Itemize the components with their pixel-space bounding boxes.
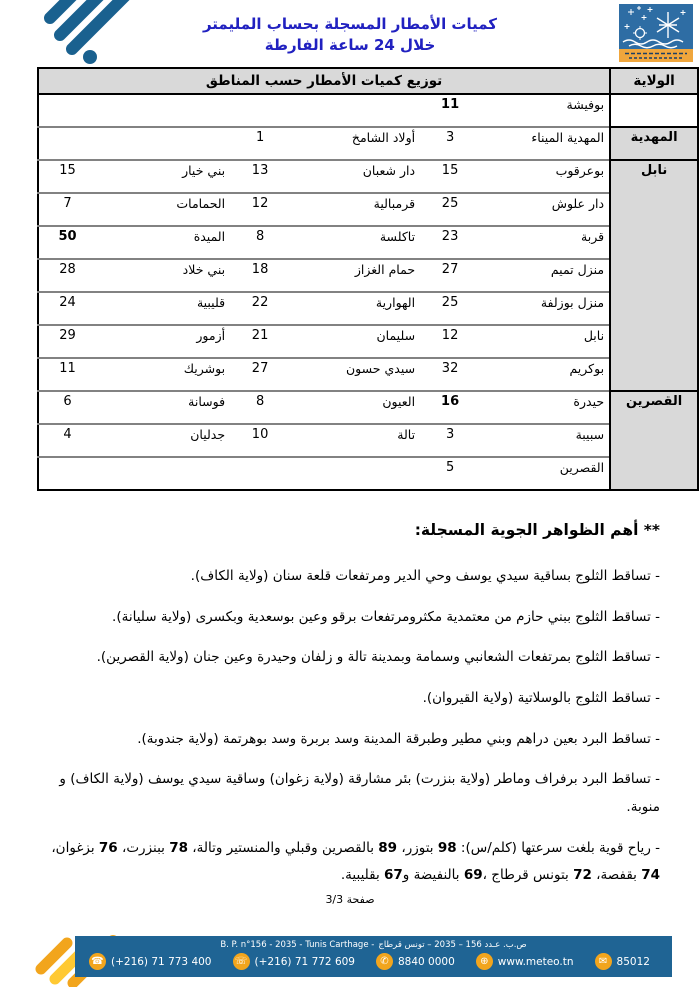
governorate-cell xyxy=(610,94,698,127)
region-name-cell: سيدي حسون xyxy=(290,358,420,391)
inm-logo xyxy=(619,4,693,62)
region-name-cell xyxy=(96,127,230,160)
wind-text-segment: - رياح قوية بلغت سرعتها (كلم/س): xyxy=(456,839,660,856)
footer-contact-item xyxy=(376,953,455,970)
region-name-cell: المهدية الميناء xyxy=(480,127,610,160)
region-name-cell: منزل تميم xyxy=(480,259,610,292)
region-name-cell: نابل xyxy=(480,325,610,358)
title-line2: خلال 24 ساعة الفارطة xyxy=(264,36,436,54)
region-name-cell: قرمبالية xyxy=(290,193,420,226)
phenomena-bullet: - تساقط الثلوج بالوسلاتية (ولاية القيروان). xyxy=(422,690,660,707)
region-name-cell: بوفيشة xyxy=(480,94,610,127)
rainfall-value-cell: 50 xyxy=(38,226,96,259)
region-name-cell: أولاد الشامخ xyxy=(290,127,420,160)
rainfall-value-cell: 13 xyxy=(230,160,290,193)
wind-text-segment: ببنزرت، xyxy=(117,839,170,856)
region-name-cell: منزل بوزلفة xyxy=(480,292,610,325)
rainfall-value-cell: 4 xyxy=(38,424,96,457)
footer-contact-item xyxy=(89,953,212,970)
footer-contact-text: (+216) 71 773 400 xyxy=(111,955,212,968)
rainfall-value-cell: 6 xyxy=(38,391,96,424)
fax-icon: ☏ xyxy=(233,953,250,970)
footer-contact-text: 85012 xyxy=(616,955,650,968)
rainfall-value-cell: 10 xyxy=(230,424,290,457)
wind-text-segment: بالنفيضة و xyxy=(402,867,464,884)
region-name-cell: الميدة xyxy=(96,226,230,259)
table-row xyxy=(38,358,698,391)
page-title xyxy=(150,14,550,56)
region-name-cell: بوكريم xyxy=(480,358,610,391)
region-name-cell: بوعرقوب xyxy=(480,160,610,193)
table-row xyxy=(38,193,698,226)
wind-text-segment: بزغوان، xyxy=(51,839,99,856)
region-name-cell: بني خيار xyxy=(96,160,230,193)
rainfall-value-cell xyxy=(38,94,96,127)
title-line1: كميات الأمطار المسجلة بحساب المليمتر xyxy=(202,15,498,33)
rainfall-value-cell: 12 xyxy=(420,325,480,358)
phenomena-section xyxy=(42,521,660,890)
region-name-cell: دار علوش xyxy=(480,193,610,226)
wind-speed-value: 72 xyxy=(573,867,592,884)
rainfall-value-cell: 7 xyxy=(38,193,96,226)
rainfall-value-cell: 1 xyxy=(230,127,290,160)
rainfall-value-cell xyxy=(38,127,96,160)
wind-speeds-line xyxy=(42,835,660,890)
table-row xyxy=(38,259,698,292)
region-name-cell: العيون xyxy=(290,391,420,424)
table-row xyxy=(38,457,698,490)
table-row xyxy=(38,160,698,193)
region-name-cell: جدليان xyxy=(96,424,230,457)
wind-speed-value: 69 xyxy=(463,867,483,884)
wind-speed-value: 76 xyxy=(98,839,118,856)
footer-contact-text: 8840 0000 xyxy=(398,955,455,968)
wind-text-segment: بقفصة، xyxy=(591,867,642,884)
rainfall-value-cell xyxy=(230,457,290,490)
wind-speed-value: 78 xyxy=(169,839,189,856)
wind-speed-value: 89 xyxy=(378,839,398,856)
rainfall-value-cell: 24 xyxy=(38,292,96,325)
rainfall-value-cell: 12 xyxy=(230,193,290,226)
wind-text-segment: بتونس قرطاج ، xyxy=(482,867,574,884)
rain-table-body xyxy=(38,94,698,490)
region-name-cell: الهوارية xyxy=(290,292,420,325)
wind-speed-value: 67 xyxy=(384,867,403,884)
phenomena-bullet: - تساقط الثلوج بساقية سيدي يوسف وحي الدير ومرتفعات قلعة سنان (ولاية الكاف). xyxy=(190,568,660,584)
phenomena-bullet: - تساقط الثلوج ببني حازم من معتمدية مكثرومرتفعات برقو وعين بوسعدية وبكسرى (ولاية سليانة). xyxy=(112,608,660,625)
region-name-cell xyxy=(96,457,230,490)
wind-text-segment: بالقصرين وقبلي والمنستير وتالة، xyxy=(188,839,379,856)
rainfall-value-cell: 22 xyxy=(230,292,290,325)
table-row xyxy=(38,391,698,424)
footer-address-arabic: ص.ب. عـدد 156 – 2035 – تونس قرطاج xyxy=(378,940,527,950)
footer-address xyxy=(75,936,672,950)
governorate-cell: نابل xyxy=(610,160,698,391)
callcenter-icon: ✆ xyxy=(376,953,393,970)
rainfall-value-cell: 11 xyxy=(38,358,96,391)
table-row xyxy=(38,94,698,127)
rainfall-value-cell: 25 xyxy=(420,193,480,226)
region-name-cell: تاكلسة xyxy=(290,226,420,259)
footer-contact-text: www.meteo.tn xyxy=(497,955,574,968)
region-name-cell: قليبية xyxy=(96,292,230,325)
table-row xyxy=(38,292,698,325)
footer-contact-item xyxy=(595,953,650,970)
region-name-cell: بوشريك xyxy=(96,358,230,391)
footer-contact-item xyxy=(233,953,356,970)
wind-text-segment: بقليبية. xyxy=(340,867,384,884)
rainfall-value-cell: 15 xyxy=(420,160,480,193)
table-row xyxy=(38,325,698,358)
region-name-cell: سبيبة xyxy=(480,424,610,457)
region-name-cell xyxy=(290,457,420,490)
table-header-row xyxy=(38,68,698,94)
region-name-cell: بني خلاد xyxy=(96,259,230,292)
footer-address-latin: B. P. n°156 - 2035 - Tunis Carthage - xyxy=(220,940,375,950)
rainfall-table xyxy=(37,67,699,491)
phenomena-bullet: - تساقط الثلوج بمرتفعات الشعانبي وسمامة وبمدينة تالة و زلفان وحيدرة وعين جنان (ولاية القصرين). xyxy=(96,649,660,666)
phenomena-bullet: - تساقط البرد بعين دراهم وبني مطير وطبرقة المدينة وسد بربرة وسد بوهرتمة (ولاية جندوبة). xyxy=(137,730,660,747)
rainfall-value-cell: 21 xyxy=(230,325,290,358)
rainfall-value-cell: 3 xyxy=(420,127,480,160)
wind-speed-value: 74 xyxy=(641,867,660,884)
footer-contact-item xyxy=(476,953,574,970)
rainfall-value-cell: 8 xyxy=(230,391,290,424)
wind-text-segment: بتوزر، xyxy=(397,839,438,856)
region-name-cell xyxy=(96,94,230,127)
regions-column-header: توزيع كميات الأمطار حسب المناطق xyxy=(38,68,610,94)
met-brand-icon xyxy=(28,0,136,68)
footer-bar xyxy=(75,936,672,977)
governorate-column-header: الولاية xyxy=(610,68,698,94)
region-name-cell: الحمامات xyxy=(96,193,230,226)
region-name-cell: فوسانة xyxy=(96,391,230,424)
rainfall-value-cell: 28 xyxy=(38,259,96,292)
region-name-cell: القصرين xyxy=(480,457,610,490)
footer-contact-text: (+216) 71 772 609 xyxy=(254,955,355,968)
footer-contacts xyxy=(75,950,672,970)
page-header xyxy=(0,0,700,67)
rainfall-value-cell: 15 xyxy=(38,160,96,193)
rainfall-value-cell: 8 xyxy=(230,226,290,259)
table-row xyxy=(38,424,698,457)
region-name-cell: دار شعبان xyxy=(290,160,420,193)
table-row xyxy=(38,127,698,160)
rainfall-value-cell: 3 xyxy=(420,424,480,457)
phone-icon: ☎ xyxy=(89,953,106,970)
region-name-cell: أزمور xyxy=(96,325,230,358)
region-name-cell: حيدرة xyxy=(480,391,610,424)
rainfall-value-cell: 29 xyxy=(38,325,96,358)
rainfall-value-cell: 23 xyxy=(420,226,480,259)
wind-speed-value: 98 xyxy=(437,839,457,856)
region-name-cell: حمام الغزاز xyxy=(290,259,420,292)
region-name-cell: سليمان xyxy=(290,325,420,358)
phenomena-heading: ** أهم الظواهر الجوية المسجلة: xyxy=(414,521,660,539)
logo-dot xyxy=(83,50,97,64)
sms-icon: ✉ xyxy=(595,953,612,970)
governorate-cell: المهدية xyxy=(610,127,698,160)
rainfall-value-cell xyxy=(38,457,96,490)
rainfall-value-cell: 11 xyxy=(420,94,480,127)
rainfall-value-cell: 27 xyxy=(230,358,290,391)
region-name-cell xyxy=(290,94,420,127)
governorate-cell: القصرين xyxy=(610,391,698,490)
region-name-cell: تالة xyxy=(290,424,420,457)
rainfall-value-cell: 5 xyxy=(420,457,480,490)
rainfall-value-cell: 25 xyxy=(420,292,480,325)
rainfall-value-cell: 27 xyxy=(420,259,480,292)
globe-icon: ⊕ xyxy=(476,953,493,970)
table-row xyxy=(38,226,698,259)
region-name-cell: قربة xyxy=(480,226,610,259)
rainfall-value-cell: 32 xyxy=(420,358,480,391)
rainfall-value-cell: 16 xyxy=(420,391,480,424)
rainfall-value-cell: 18 xyxy=(230,259,290,292)
page-number: صفحة 3/3 xyxy=(325,893,375,906)
phenomena-bullet: - تساقط البرد برفراف وماطر (ولاية بنزرت) بئر مشارقة (ولاية زغوان) وساقية سيدي يوسف (ولاية الكاف) و منوبة. xyxy=(59,771,660,816)
rainfall-value-cell xyxy=(230,94,290,127)
